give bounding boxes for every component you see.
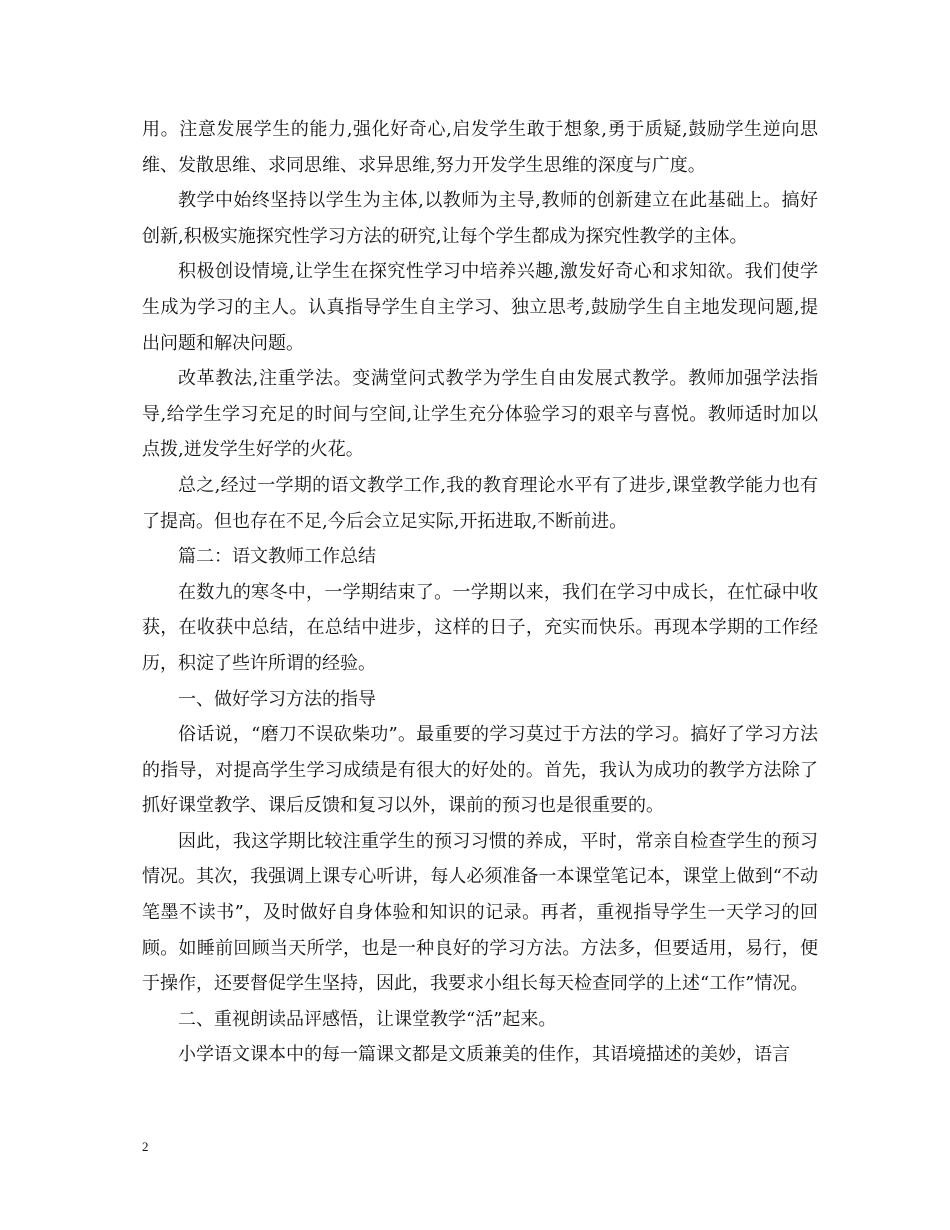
body-text — [142, 112, 818, 1073]
paragraph: 用。注意发展学生的能力,强化好奇心,启发学生敢于想象,勇于质疑,鼓励学生逆向思维、发散思维、求同思维、求异思维,努力开发学生思维的深度与广度。 — [142, 119, 818, 176]
paragraph: 总之,经过一学期的语文教学工作,我的教育理论水平有了进步,课堂教学能力也有了提高。但也存在不足,今后会立足实际,开拓进取,不断前进。 — [142, 474, 818, 532]
paragraph: 积极创设情境,让学生在探究性学习中培养兴趣,激发好奇心和求知欲。我们使学生成为学习的主人。认真指导学生自主学习、独立思考,鼓励学生自主地发现问题,提出问题和解决问题。 — [142, 261, 818, 354]
section-heading: 篇二：语文教师工作总结 — [178, 546, 376, 568]
paragraph: 因此，我这学期比较注重学生的预习习惯的养成，平时，常亲自检查学生的预习情况。其次，我强调上课专心听讲，每人必须准备一本课堂笔记本，课堂上做到“不动笔墨不读书”，及时做好自身体验和知识的记录。再者，重视指导学生一天学习的回顾。如睡前回顾当天所学，也是一种良好的学习方法。方法多，但要适用，易行，便于操作，还要督促学生坚持，因此，我要求小组长每天检查同学的上述“工作”情况。 — [142, 830, 818, 995]
page-number: 2 — [142, 1139, 149, 1154]
paragraph: 改革教法,注重学法。变满堂问式教学为学生自由发展式教学。教师加强学法指导,给学生学习充足的时间与空间,让学生充分体验学习的艰辛与喜悦。教师适时加以点拨,迸发学生好学的火花。 — [142, 368, 818, 461]
section-heading: 一、做好学习方法的指导 — [178, 688, 376, 710]
section-heading: 二、重视朗读品评感悟，让课堂教学“活”起来。 — [178, 1008, 557, 1030]
paragraph: 在数九的寒冬中，一学期结束了。一学期以来，我们在学习中成长，在忙碌中收获，在收获中总结，在总结中进步，这样的日子，充实而快乐。再现本学期的工作经历，积淀了些许所谓的经验。 — [142, 581, 818, 674]
paragraph: 俗话说，“磨刀不误砍柴功”。最重要的学习莫过于方法的学习。搞好了学习方法的指导，对提高学生学习成绩是有很大的好处的。首先，我认为成功的教学方法除了抓好课堂教学、课后反馈和复习以外，课前的预习也是很重要的。 — [142, 724, 818, 817]
paragraph: 教学中始终坚持以学生为主体,以教师为主导,教师的创新建立在此基础上。搞好创新,积极实施探究性学习方法的研究,让每个学生都成为探究性教学的主体。 — [142, 190, 818, 247]
paragraph: 小学语文课本中的每一篇课文都是文质兼美的佳作，其语境描述的美妙，语言 — [178, 1044, 790, 1066]
